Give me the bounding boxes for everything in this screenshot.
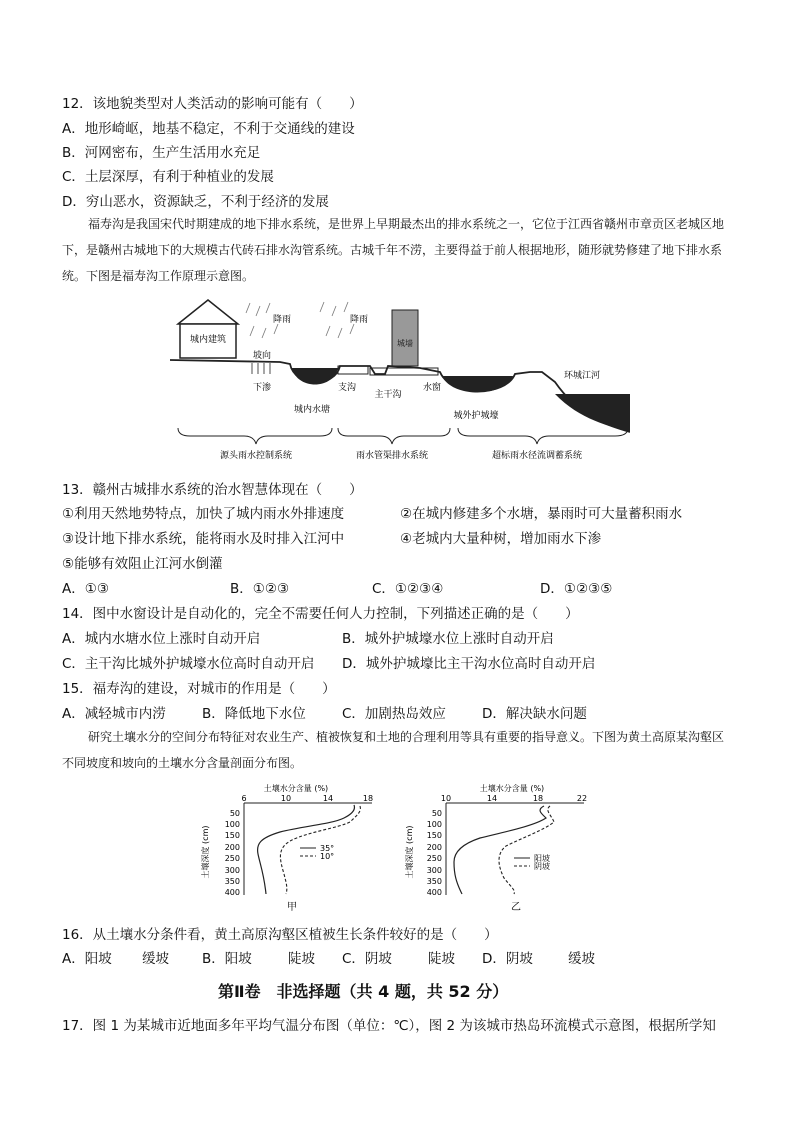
- chart-left-legend-1: 35°: [320, 844, 335, 853]
- q13-item-2: ②在城内修建多个水塘，暴雨时可大量蓄积雨水: [400, 506, 683, 522]
- chart-left-ytick: 100: [224, 820, 240, 829]
- q16-option-c-2: 陡坡: [428, 951, 455, 967]
- label-water-gate: 水窗: [422, 383, 442, 393]
- label-branch: 支沟: [337, 383, 357, 393]
- q16-option-d-2: 缓坡: [568, 951, 595, 967]
- q13-option-d: D．①②③⑤: [540, 581, 613, 597]
- chart-left-series-35: [258, 805, 355, 894]
- chart-left-title: 土壤水分含量 (%): [263, 784, 329, 793]
- q14-option-b: B．城外护城壕水位上涨时自动开启: [342, 631, 554, 647]
- chart-left-xtick: 14: [322, 794, 334, 803]
- chart-right-ytick: 50: [431, 809, 442, 818]
- q14-option-d: D．城外护城壕比主干沟水位高时自动开启: [342, 656, 596, 672]
- chart-right-xtick: 14: [486, 794, 498, 803]
- chart-left-ylabel: 土壤深度 (cm): [201, 825, 210, 879]
- q14-option-c: C．主干沟比城外护城壕水位高时自动开启: [62, 656, 315, 672]
- soil-chart-left: [196, 782, 386, 914]
- label-pond: 城内水塘: [293, 405, 331, 415]
- q15-option-b: B．降低地下水位: [202, 706, 306, 722]
- q15-option-a: A．减轻城市内涝: [62, 706, 166, 722]
- q14-option-a: A．城内水塘水位上涨时自动开启: [62, 631, 261, 647]
- label-system-2: 雨水管渠排水系统: [355, 451, 429, 461]
- passage-soil-moisture: 研究土壤水分的空间分布特征对农业生产、植被恢复和土地的合理利用等具有重要的指导意义。下图为黄土高原某沟壑区不同坡度和坡向的土壤水分含量剖面分布图。: [62, 730, 725, 770]
- label-rain-2: 降雨: [349, 315, 369, 325]
- label-moat: 城外护城壕: [453, 411, 499, 421]
- chart-right-ytick: 350: [426, 877, 442, 886]
- q13-item-4: ④老城内大量种树，增加雨水下渗: [400, 531, 602, 547]
- chart-left-ytick: 300: [224, 866, 240, 875]
- q13-option-b: B．①②③: [230, 581, 290, 597]
- q12-option-b: B．河网密布，生产生活用水充足: [62, 145, 261, 161]
- chart-right-xtick: 18: [532, 794, 544, 803]
- label-seep: 下渗: [252, 383, 272, 393]
- chart-left-caption: 甲: [287, 902, 297, 913]
- chart-left-ytick: 250: [224, 854, 240, 863]
- q16-option-b-2: 陡坡: [288, 951, 315, 967]
- chart-right-xtick: 10: [440, 794, 452, 803]
- label-system-3: 超标雨水径流调蓄系统: [491, 451, 583, 461]
- soil-chart-right: [404, 782, 604, 914]
- q16-option-a: A．阳坡: [62, 951, 112, 967]
- chart-right-xtick: 22: [576, 794, 588, 803]
- label-slope: 坡向: [252, 351, 272, 361]
- q13-item-1: ①利用天然地势特点，加快了城内雨水外排速度: [62, 506, 345, 522]
- chart-left-ytick: 200: [224, 843, 240, 852]
- drainage-diagram: [170, 298, 630, 464]
- q16-option-a-2: 缓坡: [142, 951, 169, 967]
- q16-option-d: D．阴坡: [482, 951, 533, 967]
- label-main-canal: 主干沟: [374, 390, 402, 400]
- label-river: 环城江河: [563, 371, 601, 381]
- chart-left-ytick: 350: [224, 877, 240, 886]
- chart-left-xtick: 10: [280, 794, 292, 803]
- passage-fushougou: 福寿沟是我国宋代时期建成的地下排水系统，是世界上早期最杰出的排水系统之一，它位于江西省赣州市章贡区老城区地下，是赣州古城地下的大规模古代砖石排水沟管系统。古城千年不涝，主要得益于前人根据地形，随形就势修建了地下排水系统。下图是福寿沟工作原理示意图。: [62, 217, 725, 283]
- label-wall: 城墙: [397, 339, 413, 348]
- q17-stem: 17．图 1 为某城市近地面多年平均气温分布图（单位：℃），图 2 为该城市热岛环流模式示意图，根据所学知: [62, 1018, 716, 1034]
- chart-right-legend-2: 阴坡: [534, 862, 550, 871]
- chart-right-title: 土壤水分含量 (%): [479, 784, 545, 793]
- q16-option-b: B．阳坡: [202, 951, 252, 967]
- q13-stem: 13．赣州古城排水系统的治水智慧体现在（ ）: [62, 482, 363, 498]
- chart-right-caption: 乙: [511, 902, 521, 913]
- chart-right-ytick: 400: [426, 888, 442, 897]
- chart-right-ytick: 100: [426, 820, 442, 829]
- chart-right-legend-1: 阳坡: [534, 854, 550, 863]
- q12-option-c: C．土层深厚，有利于种植业的发展: [62, 169, 274, 185]
- label-rain-1: 降雨: [272, 315, 292, 325]
- q12-stem: 12．该地貌类型对人类活动的影响可能有（ ）: [62, 96, 363, 112]
- chart-left-legend-2: 10°: [320, 852, 335, 861]
- q13-item-5: ⑤能够有效阻止江河水倒灌: [62, 556, 223, 572]
- chart-right-series-sunny: [454, 806, 546, 894]
- label-building: 城内建筑: [189, 335, 227, 345]
- section-2-heading: 第Ⅱ卷 非选择题（共 4 题，共 52 分）: [218, 982, 509, 1001]
- q15-option-c: C．加剧热岛效应: [342, 706, 446, 722]
- q13-item-3: ③设计地下排水系统，能将雨水及时排入江河中: [62, 531, 345, 547]
- label-system-1: 源头雨水控制系统: [219, 451, 293, 461]
- q15-option-d: D．解决缺水问题: [482, 706, 587, 722]
- chart-right-ytick: 200: [426, 843, 442, 852]
- chart-left-ytick: 50: [229, 809, 240, 818]
- q12-option-a: A．地形崎岖，地基不稳定，不利于交通线的建设: [62, 121, 355, 137]
- q16-option-c: C．阴坡: [342, 951, 392, 967]
- chart-right-ylabel: 土壤深度 (cm): [405, 825, 414, 879]
- chart-left-xtick: 6: [241, 794, 247, 803]
- chart-right-ytick: 250: [426, 854, 442, 863]
- q13-option-a: A．①③: [62, 581, 109, 597]
- q14-stem: 14．图中水窗设计是自动化的，完全不需要任何人力控制，下列描述正确的是（ ）: [62, 606, 579, 622]
- chart-left-ytick: 400: [224, 888, 240, 897]
- q16-stem: 16．从土壤水分条件看，黄土高原沟壑区植被生长条件较好的是（ ）: [62, 927, 498, 943]
- q12-option-d: D．穷山恶水，资源缺乏，不利于经济的发展: [62, 194, 329, 210]
- chart-right-ytick: 300: [426, 866, 442, 875]
- chart-left-ytick: 150: [224, 831, 240, 840]
- chart-right-ytick: 150: [426, 831, 442, 840]
- q15-stem: 15．福寿沟的建设，对城市的作用是（ ）: [62, 681, 336, 697]
- chart-right-series-shady: [499, 806, 554, 894]
- chart-left-xtick: 18: [362, 794, 374, 803]
- q13-option-c: C．①②③④: [372, 581, 444, 597]
